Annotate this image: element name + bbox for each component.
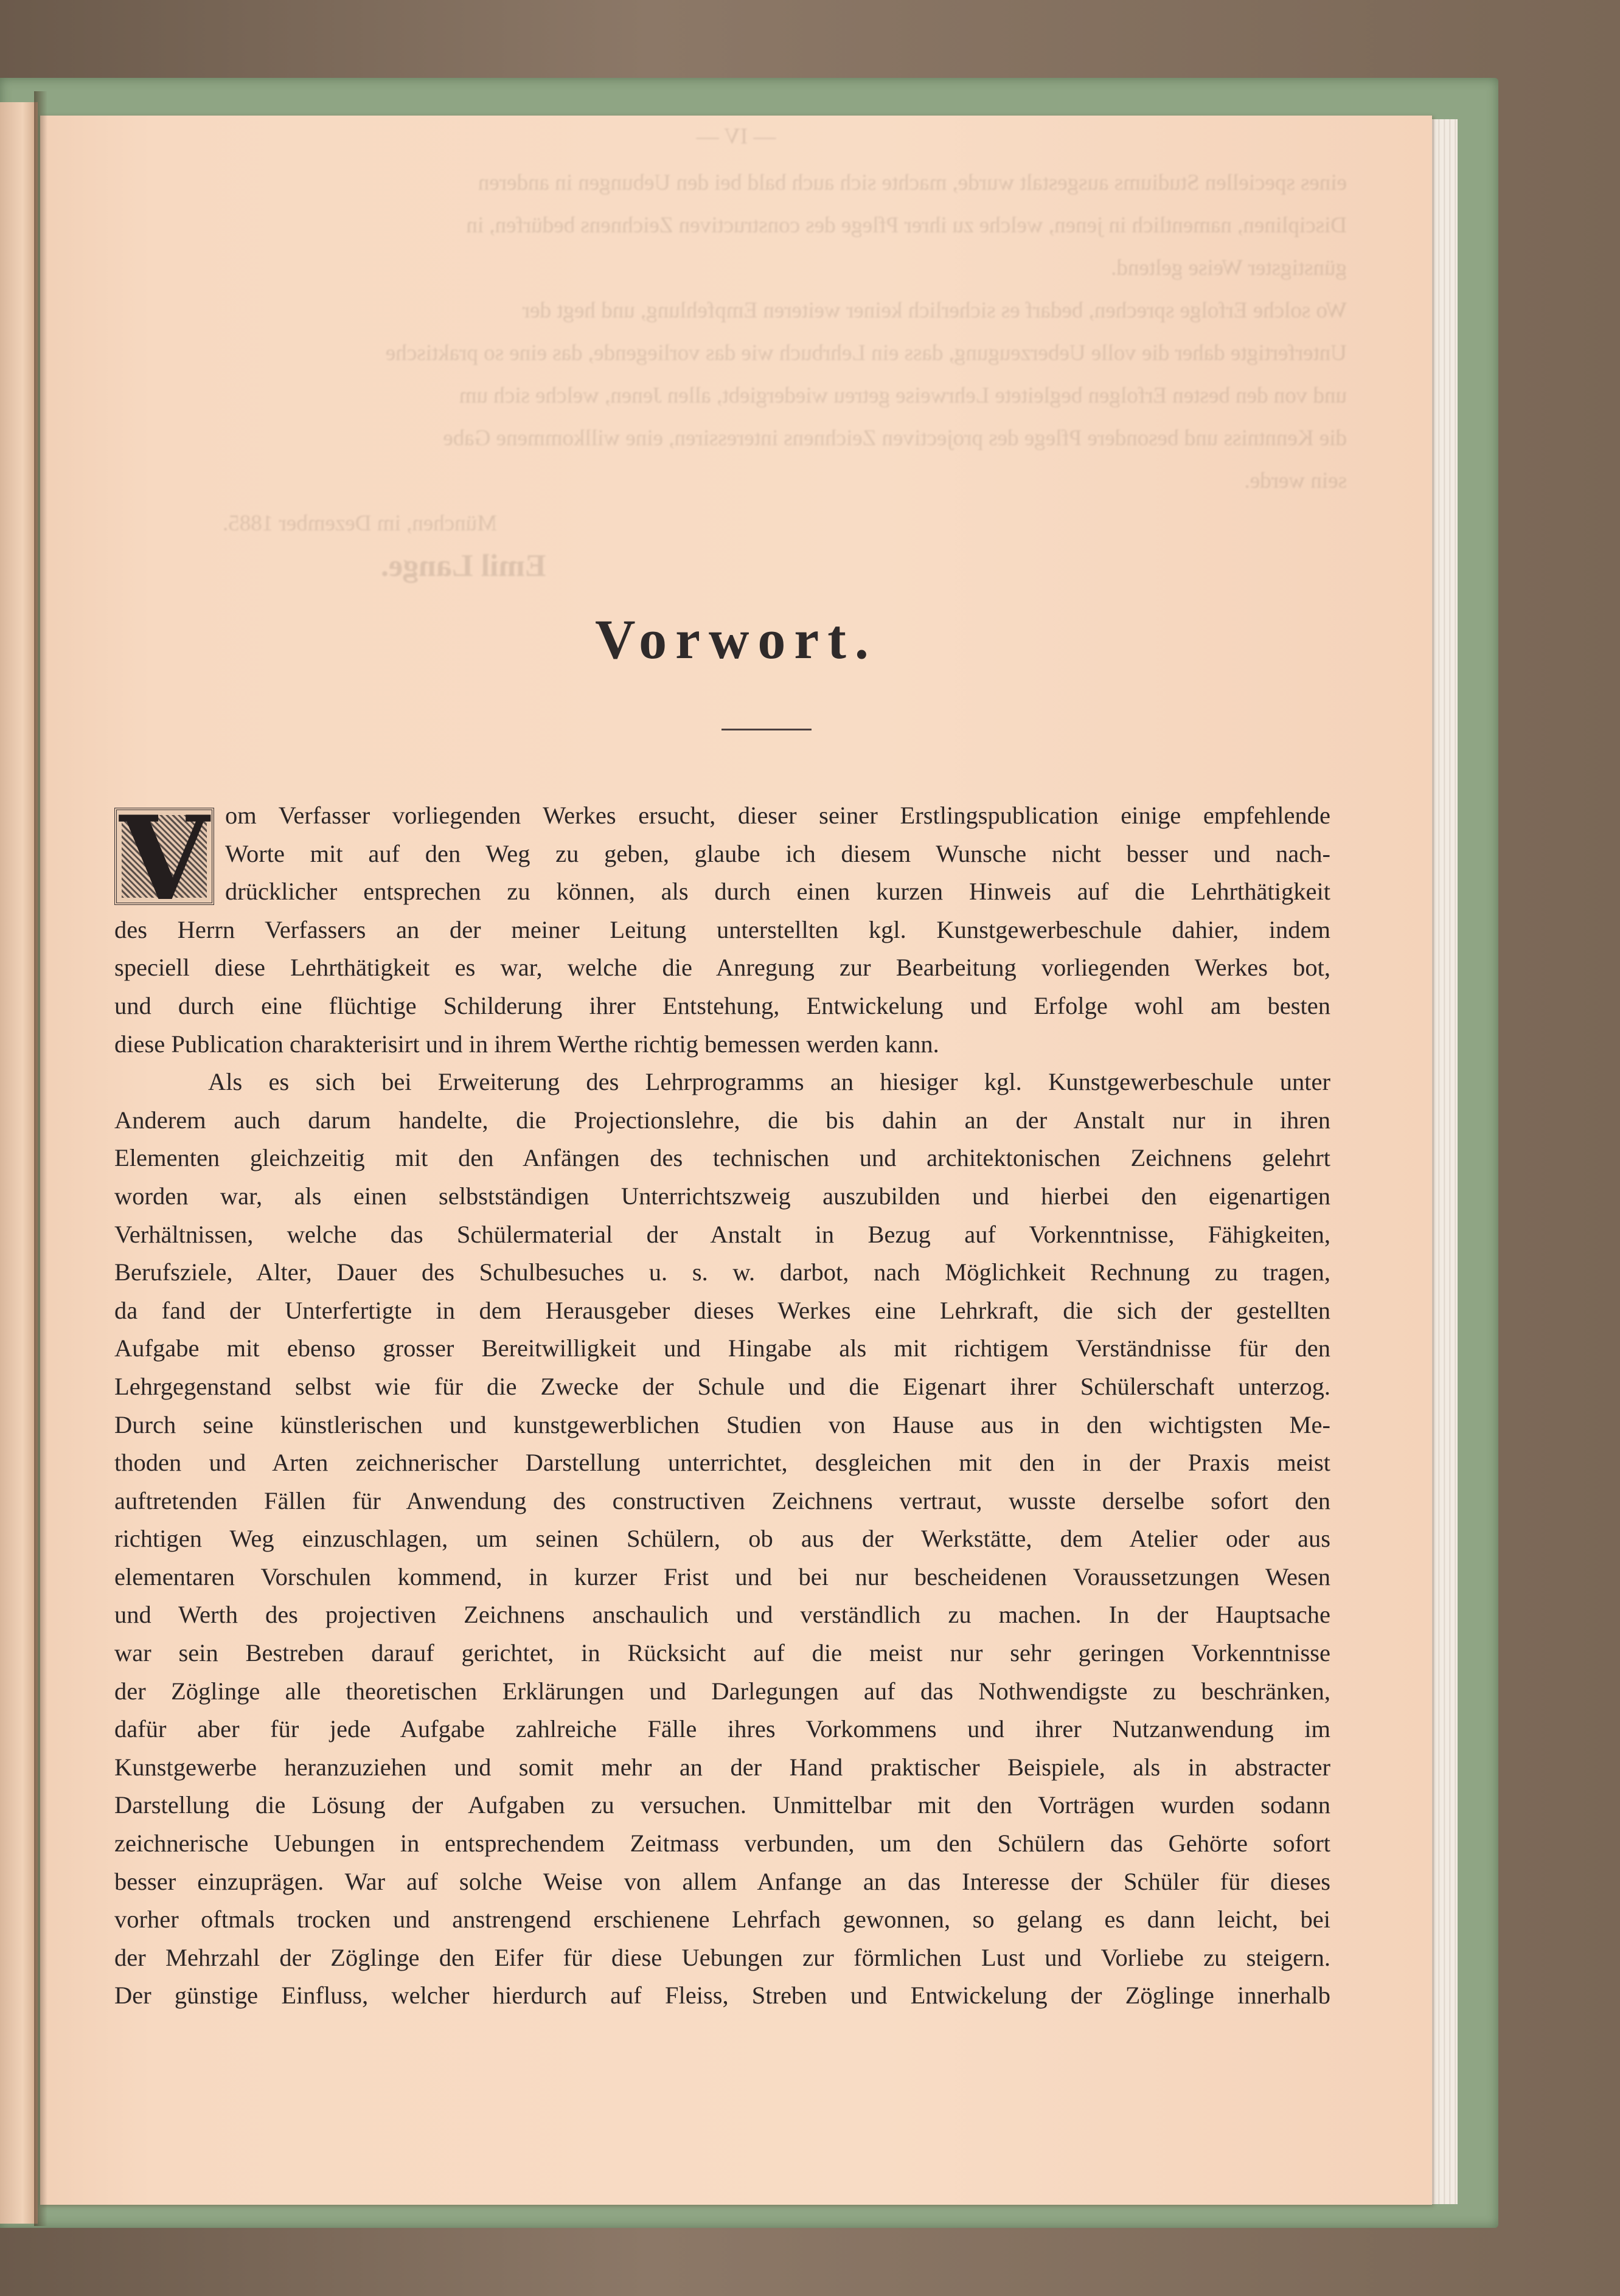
text-line: dafür aber für jede Aufgabe zahlreiche Fälle ihres Vorkommens und ihrer Nutzanwendung im	[114, 1715, 1330, 1743]
ornamental-dropcap	[114, 791, 214, 926]
bleed-line: Disciplinen, namentlich in jenen, welche zu ihrer Pflege des constructiven Zeichnens bedürfen, in	[466, 213, 1347, 238]
text-line: besser einzuprägen. War auf solche Weise von allem Anfange an das Interesse der Schüler für dieses	[114, 1867, 1330, 1895]
text-line: Berufsziele, Alter, Dauer des Schulbesuches u. s. w. darbot, nach Möglichkeit Rechnung zu tragen,	[114, 1258, 1330, 1286]
text-line: worden war, als einen selbstständigen Unterrichtszweig auszubilden und hierbei den eigenartigen	[114, 1182, 1330, 1210]
preface-body	[114, 791, 1330, 2015]
text-line: und durch eine flüchtige Schilderung ihrer Entstehung, Entwickelung und Erfolge wohl am besten	[114, 991, 1330, 1019]
text-line: Verhältnissen, welche das Schülermaterial der Anstalt in Bezug auf Vorkenntnisse, Fähigkeiten,	[114, 1220, 1330, 1248]
gutter-shadow	[34, 91, 47, 2226]
text-line: Durch seine künstlerischen und kunstgewerblichen Studien von Hause aus in den wichtigsten Me-	[114, 1410, 1330, 1438]
text-line: vorher oftmals trocken und anstrengend erschienene Lehrfach gewonnen, so gelang es dann leicht, bei	[114, 1906, 1330, 1934]
bleed-line: günstigster Weise geltend.	[1111, 255, 1347, 280]
bleed-line: und von den besten Erfolgen begleitete Lehrweise getreu wiedergiebt, allen Jenen, welche sich um	[459, 383, 1347, 408]
text-line: war sein Bestreben darauf gerichtet, in Rücksicht auf die meist nur sehr geringen Vorkenntnisse	[114, 1639, 1330, 1667]
bleed-line: Wo solche Erfolge sprechen, bedarf es sicherlich keiner weiteren Empfehlung, und hegt der	[522, 298, 1347, 323]
text-line: Worte mit auf den Weg zu geben, glaube ich diesem Wunsche nicht besser und nach-	[225, 839, 1330, 867]
text-line: auftretenden Fällen für Anwendung des constructiven Zeichnens vertraut, wusste derselbe sofort den	[114, 1486, 1330, 1514]
bleed-line: die Kenntniss und besondere Pflege des projectiven Zeichnens interessiren, eine willkommene Gabe	[443, 426, 1347, 451]
text-line: Der günstige Einfluss, welcher hierdurch auf Fleiss, Streben und Entwickelung der Zöglinge innerhalb	[114, 1982, 1330, 2010]
text-line: diese Publication charakterisirt und in ihrem Werthe richtig bemessen werden kann.	[114, 1030, 939, 1058]
text-line: elementaren Vorschulen kommend, in kurzer Frist und bei nur bescheidenen Voraussetzungen Wesen	[114, 1562, 1330, 1590]
bleed-signature-line: München, im Dezember 1885.	[223, 511, 498, 536]
page-title: Vorwort.	[595, 608, 877, 670]
text-line: und Werth des projectiven Zeichnens anschaulich und verständlich zu machen. In der Hauptsache	[114, 1601, 1330, 1629]
text-line: Elementen gleichzeitig mit den Anfängen des technischen und architektonischen Zeichnens gelehrt	[114, 1144, 1330, 1172]
dropcap-letter: V	[119, 791, 209, 926]
text-line: Als es sich bei Erweiterung des Lehrprogramms an hiesiger kgl. Kunstgewerbeschule unter	[208, 1068, 1330, 1096]
text-line: om Verfasser vorliegenden Werkes ersucht, dieser seiner Erstlingspublication einige empfehlende	[225, 802, 1330, 829]
text-line: Kunstgewerbe heranzuziehen und somit mehr an der Hand praktischer Beispiele, als in abstracter	[114, 1753, 1330, 1781]
text-line: da fand der Unterfertigte in dem Herausgeber dieses Werkes eine Lehrkraft, die sich der gestellten	[114, 1296, 1330, 1324]
bleed-line: eines speciellen Studiums ausgestalt wurde, machte sich auch bald bei den Uebungen in anderen	[478, 170, 1347, 195]
text-line: Anderem auch darum handelte, die Projectionslehre, die bis dahin an der Anstalt nur in ihren	[114, 1106, 1330, 1134]
text-line: richtigen Weg einzuschlagen, um seinen Schülern, ob aus der Werkstätte, dem Atelier oder aus	[114, 1525, 1330, 1553]
text-line: des Herrn Verfassers an der meiner Leitung unterstellten kgl. Kunstgewerbeschule dahier, indem	[114, 915, 1330, 943]
text-line: Aufgabe mit ebenso grosser Bereitwilligkeit und Hingabe als mit richtigem Verständnisse für den	[114, 1334, 1330, 1362]
bleed-signature-name: Emil Lange.	[381, 549, 546, 583]
book-page	[40, 116, 1432, 2205]
text-line: der Zöglinge alle theoretischen Erklärungen und Darlegungen auf das Nothwendigste zu beschränken,	[114, 1677, 1330, 1705]
text-line: zeichnerische Uebungen in entsprechendem Zeitmass verbunden, um den Schülern das Gehörte sofort	[114, 1830, 1330, 1857]
bleed-line: Unterfertigte daher die volle Ueberzeugung, dass ein Lehrbuch wie das vorliegende, das eine so praktische	[385, 341, 1347, 366]
text-line: der Mehrzahl der Zöglinge den Eifer für diese Uebungen zur förmlichen Lust und Vorliebe zu steigern.	[114, 1943, 1330, 1971]
show-through-text	[40, 116, 1432, 864]
left-page-edge	[0, 102, 38, 2224]
text-line: thoden und Arten zeichnerischer Darstellung unterrichtet, desgleichen mit den in der Praxis meist	[114, 1449, 1330, 1477]
text-line: drücklicher entsprechen zu können, als durch einen kurzen Hinweis auf die Lehrthätigkeit	[225, 878, 1330, 906]
bleed-line: sein werde.	[1244, 468, 1347, 493]
bleed-page-marker: — IV —	[696, 124, 776, 149]
text-line: Lehrgegenstand selbst wie für die Zwecke der Schule und die Eigenart ihrer Schülerschaft unterzog.	[114, 1372, 1330, 1400]
text-line: speciell diese Lehrthätigkeit es war, welche die Anregung zur Bearbeitung vorliegenden Werkes bot,	[114, 954, 1330, 982]
title-rule	[721, 729, 812, 730]
text-line: Darstellung die Lösung der Aufgaben zu versuchen. Unmittelbar mit den Vorträgen wurden sodann	[114, 1791, 1330, 1819]
